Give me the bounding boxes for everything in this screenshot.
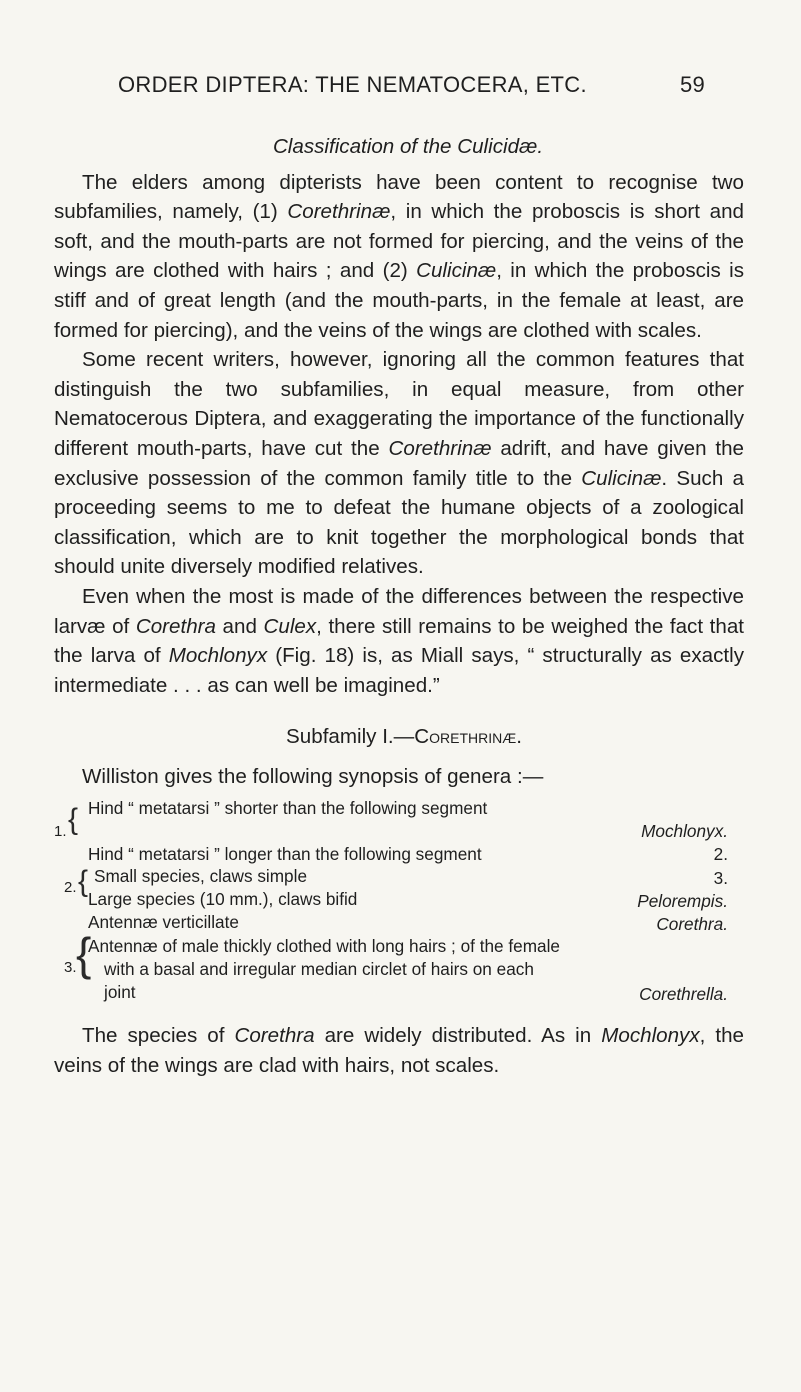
- couplet-2a-result: 3.: [713, 868, 728, 889]
- brace-2: {: [78, 865, 89, 899]
- couplet-1a-text: Hind “ metatarsi ” shorter than the following segment: [88, 798, 488, 819]
- couplet-1b-result: 2.: [713, 844, 728, 865]
- couplet-3b-result: Corethrella.: [639, 984, 728, 1005]
- couplet-3a-text: Antennæ verticillate: [88, 912, 239, 933]
- couplet-number-2: 2.: [64, 879, 77, 897]
- couplet-2b-result: Pelorempis.: [637, 891, 728, 912]
- couplet-3a-result: Corethra.: [656, 914, 728, 935]
- couplet-2a-text: Small species, claws simple: [94, 866, 307, 887]
- couplet-number-1: 1.: [54, 823, 67, 841]
- subfamily-heading: Subfamily I.—Corethrinæ.: [286, 725, 522, 749]
- section-heading: Classification of the Culicidæ.: [272, 135, 544, 158]
- paragraph-closing: The species of Corethra are widely distributed. As in Mochlonyx, the veins of the wings are clad with hairs, not scales.: [54, 1024, 744, 1078]
- synopsis-intro: Williston gives the following synopsis of genera :—: [82, 764, 544, 788]
- brace-1: {: [68, 803, 79, 837]
- page-number: 59: [680, 72, 706, 97]
- paragraph-recent-writers: Some recent writers, however, ignoring all the common features that distinguish the two subfamilies, in equal measure, from other Nematocerous Diptera, and exaggerating the importance of the functionally different mouth-parts, have cut the Corethrinæ adrift, and have given the exclusive possession of the common family title to the Culicinæ. Such a proceeding seems to me to defeat the humane objects of a zoological classification, which are to knit together the morphological bonds that should unite diversely modified relatives.: [54, 348, 744, 579]
- couplet-1b-text: Hind “ metatarsi ” longer than the following segment: [88, 844, 482, 865]
- couplet-3b-continued: with a basal and irregular median circlet of hairs on each: [104, 959, 534, 980]
- running-title: ORDER DIPTERA: THE NEMATOCERA, ETC.: [118, 72, 587, 97]
- paragraph-subfamilies: The elders among dipterists have been content to recognise two subfamilies, namely, (1) Corethrinæ, in which the proboscis is short and soft, and the mouth-parts are not formed for piercing, and the veins of the wings are clothed with hairs ; and (2) Culicinæ, in which the proboscis is stiff and of great length (and the mouth-parts, in the female at least, are formed for piercing), and the veins of the wings are clothed with scales.: [54, 170, 744, 342]
- running-header: [118, 72, 718, 102]
- couplet-3b-text: Antennæ of male thickly clothed with long hairs ; of the female: [88, 936, 560, 957]
- couplet-1a-result: Mochlonyx.: [641, 821, 728, 842]
- page-body: [54, 132, 744, 1102]
- brace-3: {: [76, 928, 92, 981]
- genera-synopsis-key: [54, 797, 744, 1102]
- couplet-3b-end: joint: [104, 982, 136, 1003]
- paragraph-larvae: Even when the most is made of the differences between the respective larvæ of Corethra and Culex, there still remains to be weighed the fact that the larva of Mochlonyx (Fig. 18) is, as Miall says, “ structurally as exactly intermediate . . . as can well be imagined.”: [54, 584, 744, 697]
- couplet-number-3: 3.: [64, 959, 77, 977]
- couplet-2b-text: Large species (10 mm.), claws bifid: [88, 889, 358, 910]
